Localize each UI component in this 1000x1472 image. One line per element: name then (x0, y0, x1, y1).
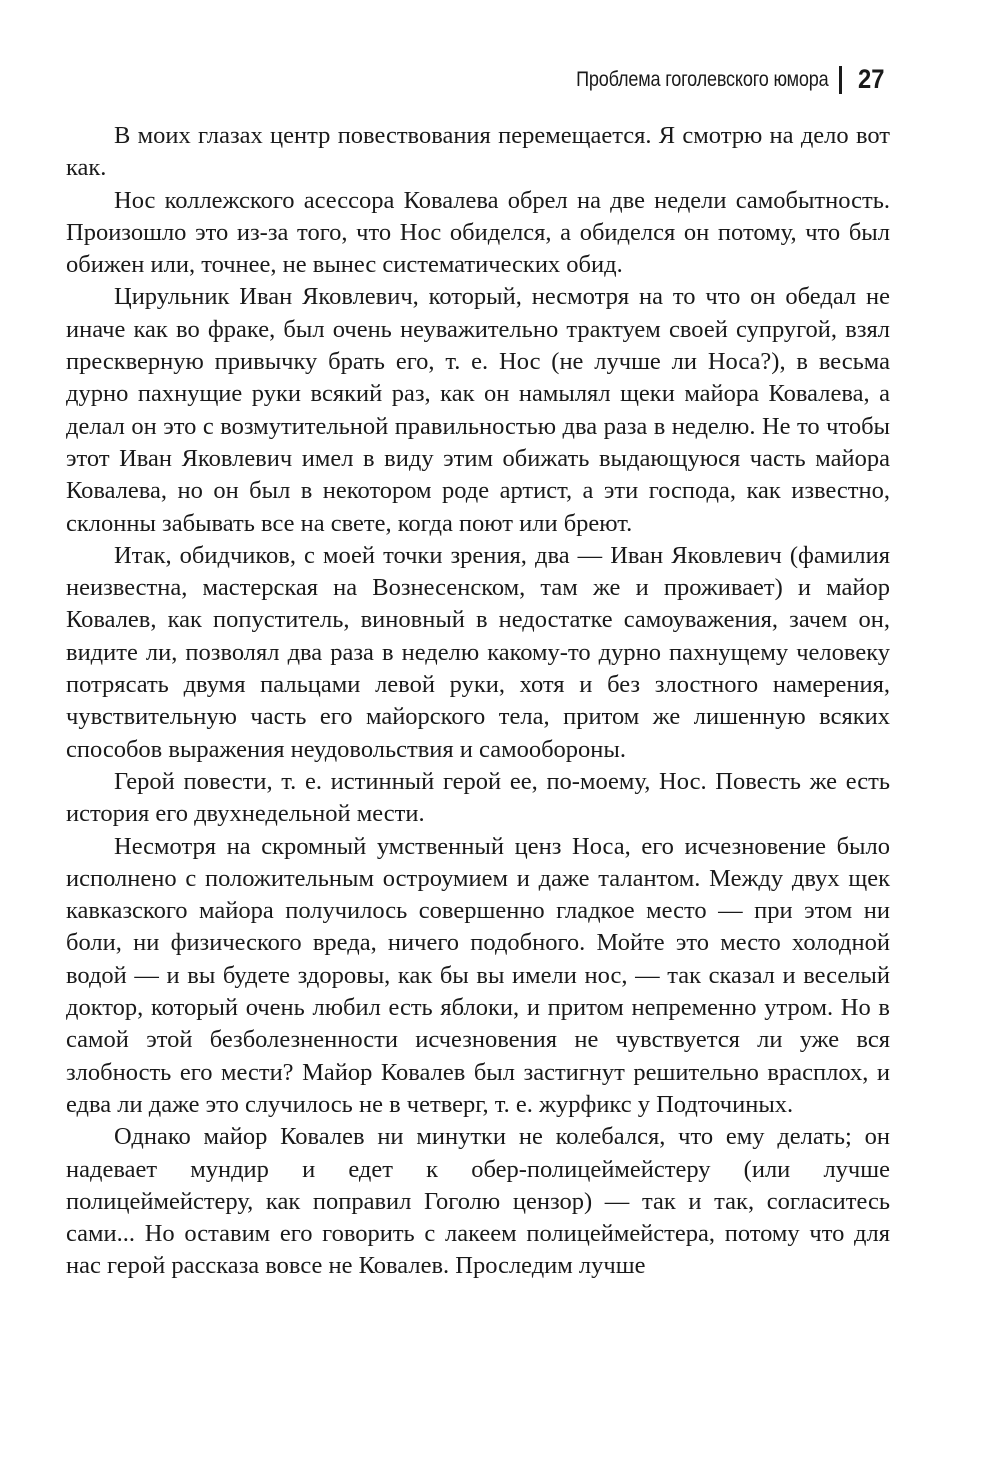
paragraph: В моих глазах центр повествования перемещается. Я смотрю на дело вот как. (66, 122, 890, 182)
paragraph: Герой повести, т. е. истинный герой ее, по-моему, Нос. Повесть же есть история его двухнедельной мести. (66, 767, 890, 828)
body-text (66, 120, 890, 1283)
paragraph: Нос коллежского асессора Ковалева обрел на две недели самобытность. Произошло это из-за того, что Нос обиделся, а обиделся он потому, что был обижен или, точнее, не вынес систематических обид. (66, 186, 890, 279)
paragraph: Итак, обидчиков, с моей точки зрения, два — Иван Яковлевич (фамилия неизвестна, мастерская на Вознесенском, там же и проживает) и майор Ковалев, как попуститель, виновный в недостатке самоуважения, зачем он, видите ли, позволял два раза в неделю какому-то дурно пахнущему человеку потрясать двумя пальцами левой руки, хотя и без злостного намерения, чувствительную часть его майорского тела, притом же лишенную всяких способов выражения неудовольствия и самообороны. (66, 541, 890, 763)
paragraph: Однако майор Ковалев ни минутки не колебался, что ему делать; он надевает мундир и едет к обер-полицеймейстеру (или лучше полицеймейстеру, как поправил Гоголю цензор) — так и так, согласитесь сами... Но оставим его говорить с лакеем полицеймейстера, потому что для нас герой рассказа вовсе не Ковалев. Проследим лучше (66, 1123, 890, 1280)
running-title: Проблема гоголевского юмора (576, 67, 829, 91)
page-number: 27 (857, 64, 885, 94)
paragraph: Цирульник Иван Яковлевич, который, несмотря на то что он обедал не иначе как во фраке, был очень неуважительно трактуем своей супругой, взял прескверную привычку брать его, т. е. Нос (не лучше ли Носа?), в весьма дурно пахнущие руки всякий раз, как он намылял щеки майора Ковалева, а делал он это с возмутительной правильностью два раза в неделю. Не то чтобы этот Иван Яковлевич имел в виду этим обижать выдающуюся часть майора Ковалева, но он был в некотором роде артист, а эти господа, как известно, склонны забывать все на свете, когда поют или бреют. (66, 283, 890, 537)
paragraph: Несмотря на скромный умственный ценз Носа, его исчезновение было исполнено с положительным остроумием и даже талантом. Между двух щек кавказского майора получилось совершенно гладкое место — при этом ни боли, ни физического вреда, ничего подобного. Мойте это место холодной водой — и вы будете здоровы, как бы вы имели нос, — так сказал и веселый доктор, который очень любил есть яблоки, и притом непременно утром. Но в самой этой безболезненности исчезновения не чувствуется ли уже вся злобность его мести? Майор Ковалев был застигнут решительно врасплох, и едва ли даже это случилось не в четверг, т. е. журфикс у Подточиных. (66, 832, 890, 1118)
header-divider (839, 66, 842, 94)
running-head (535, 64, 888, 95)
